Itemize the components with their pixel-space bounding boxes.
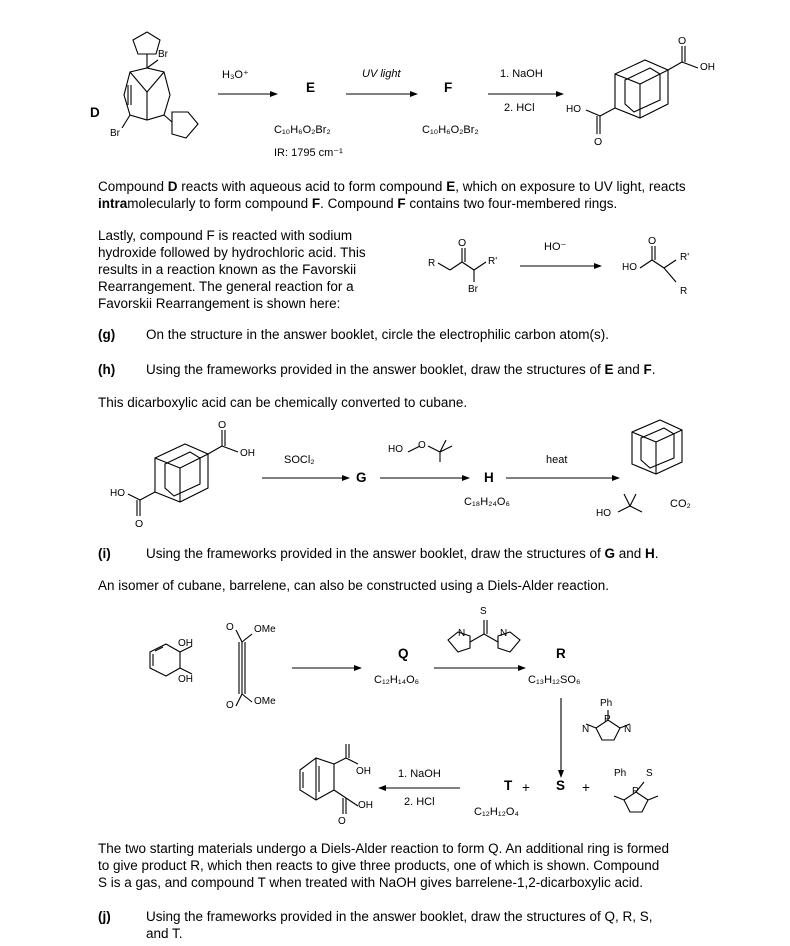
acid-oh-2: OH xyxy=(240,448,255,459)
favorskii-paragraph: Lastly, compound F is reacted with sodium hydroxide followed by hydrochloric acid. This results in a reaction known as the Favorskii Rearrangement. The general reaction for a Favorskii Rearrangement is shown here: xyxy=(98,228,366,311)
acid-oh-1: OH xyxy=(700,62,715,73)
product-oh-1: OH xyxy=(356,766,371,777)
compound-r-label: R xyxy=(556,646,566,661)
peroxide-ho: HO xyxy=(388,444,403,455)
thio-n-2: N xyxy=(500,628,508,639)
favorskii-product-structure xyxy=(640,235,676,282)
favorskii-base: HO⁻ xyxy=(544,241,567,253)
reagent-hcl: 2. HCl xyxy=(504,102,535,114)
favorskii-br: Br xyxy=(468,284,478,295)
reagent-naoh: 1. NaOH xyxy=(500,68,543,80)
final-paragraph: The two starting materials undergo a Diels-Alder reaction to form Q. An additional ring is formed to give product R, which then reacts to give three products, one of which is shown. Compound S is a gas, and compound T when treated with NaOH gives barrelene-1,2-dicarboxylic acid. xyxy=(98,841,670,890)
barrelene-diacid-structure xyxy=(300,744,358,814)
t-formula: C₁₂H₁₂O₄ xyxy=(474,806,519,818)
svg-text:O: O xyxy=(218,419,227,431)
h-formula: C₁₈H₂₄O₆ xyxy=(464,496,510,508)
svg-text:O: O xyxy=(594,136,603,148)
reagent-h3o: H₃O⁺ xyxy=(222,69,249,81)
svg-text:O: O xyxy=(458,237,467,249)
cubane-diacid-structure-1 xyxy=(586,35,698,148)
plus-1: + xyxy=(522,780,530,795)
favorskii-reactant-structure xyxy=(438,237,486,282)
plus-2: + xyxy=(582,780,590,795)
compound-d-label: D xyxy=(90,105,100,120)
compound-s-label: S xyxy=(556,778,566,793)
f-formula: C₁₀H₆O₂Br₂ xyxy=(422,124,479,136)
compound-f-label: F xyxy=(444,80,453,95)
svg-text:O: O xyxy=(678,35,687,47)
d-br-top: Br xyxy=(158,49,168,60)
acid-ho-1: HO xyxy=(566,104,581,115)
reagent-n-2: N xyxy=(624,724,632,735)
q-formula: C₁₂H₁₄O₆ xyxy=(374,674,420,686)
product-oh-2: OH xyxy=(358,800,373,811)
e-formula: C₁₀H₆O₂Br₂ xyxy=(274,124,331,136)
diol-oh-1: OH xyxy=(178,638,193,649)
r-formula: C₁₃H₁₂SO₆ xyxy=(528,674,581,686)
favorskii-r-prime: R' xyxy=(488,256,498,267)
reagent-ph: Ph xyxy=(600,698,613,709)
acid-ho-2: HO xyxy=(110,488,125,499)
reagent-socl2: SOCl₂ xyxy=(284,454,315,466)
ester-o-2: O xyxy=(226,700,234,711)
compound-d-structure xyxy=(122,32,198,138)
favorskii-product-r: R xyxy=(680,286,688,297)
ester-o-1: O xyxy=(226,622,234,633)
thio-s: S xyxy=(480,606,487,617)
favorskii-ho: HO xyxy=(622,262,637,273)
thio-n-1: N xyxy=(458,628,466,639)
reagent-n-1: N xyxy=(582,724,590,735)
byproduct-ho: HO xyxy=(596,508,611,519)
byproduct-ph: Ph xyxy=(614,768,627,779)
compound-g-label: G xyxy=(356,470,367,485)
svg-text:O: O xyxy=(648,235,657,247)
dmad-structure xyxy=(236,630,252,706)
compound-q-label: Q xyxy=(398,646,409,661)
question-j: (j) Using the frameworks provided in the answer booklet, draw the structures of Q, R, S, and T. xyxy=(98,909,653,941)
reagent-uv: UV light xyxy=(362,68,401,80)
question-g: (g) On the structure in the answer booklet, circle the electrophilic carbon atom(s). xyxy=(98,327,609,342)
favorskii-r: R xyxy=(428,258,436,269)
reagent-naoh-2: 1. NaOH xyxy=(398,768,441,780)
diol-oh-2: OH xyxy=(178,674,193,685)
compound-h-label: H xyxy=(484,470,494,485)
e-ir: IR: 1795 cm⁻¹ xyxy=(274,147,343,159)
byproduct-co2: CO₂ xyxy=(670,498,691,510)
cubane-intro: This dicarboxylic acid can be chemically converted to cubane. xyxy=(98,395,468,410)
peroxide-o: O xyxy=(418,440,426,451)
tbu-alcohol-structure xyxy=(618,494,642,512)
cubane-structure xyxy=(632,420,682,474)
tbu-hydroperoxide-structure xyxy=(408,440,452,462)
product-o: O xyxy=(338,816,346,827)
ester-ome-2: OMe xyxy=(254,696,276,707)
compound-e-label: E xyxy=(306,80,316,95)
d-br-bottom: Br xyxy=(110,128,120,139)
compound-t-label: T xyxy=(504,778,513,793)
svg-text:O: O xyxy=(135,518,144,530)
byproduct-p: P xyxy=(632,786,639,797)
reagent-heat: heat xyxy=(546,454,568,466)
question-h: (h) Using the frameworks provided in the answer booklet, draw the structures of E and F. xyxy=(98,362,656,377)
ester-ome-1: OMe xyxy=(254,624,276,635)
byproduct-s: S xyxy=(646,768,653,779)
cubane-diacid-structure-2 xyxy=(128,419,238,530)
intro-paragraph: Compound D reacts with aqueous acid to form compound E, which on exposure to UV light, reacts intramolecularly to form compound F. Compound F contains two four-membered rings. xyxy=(98,179,686,211)
reagent-p: P xyxy=(604,714,611,725)
reagent-hcl-2: 2. HCl xyxy=(404,796,435,808)
favorskii-product-r-prime: R' xyxy=(680,252,690,263)
barrelene-intro: An isomer of cubane, barrelene, can also be constructed using a Diels-Alder reaction. xyxy=(98,578,610,593)
question-i: (i) Using the frameworks provided in the answer booklet, draw the structures of G and H. xyxy=(98,546,659,561)
